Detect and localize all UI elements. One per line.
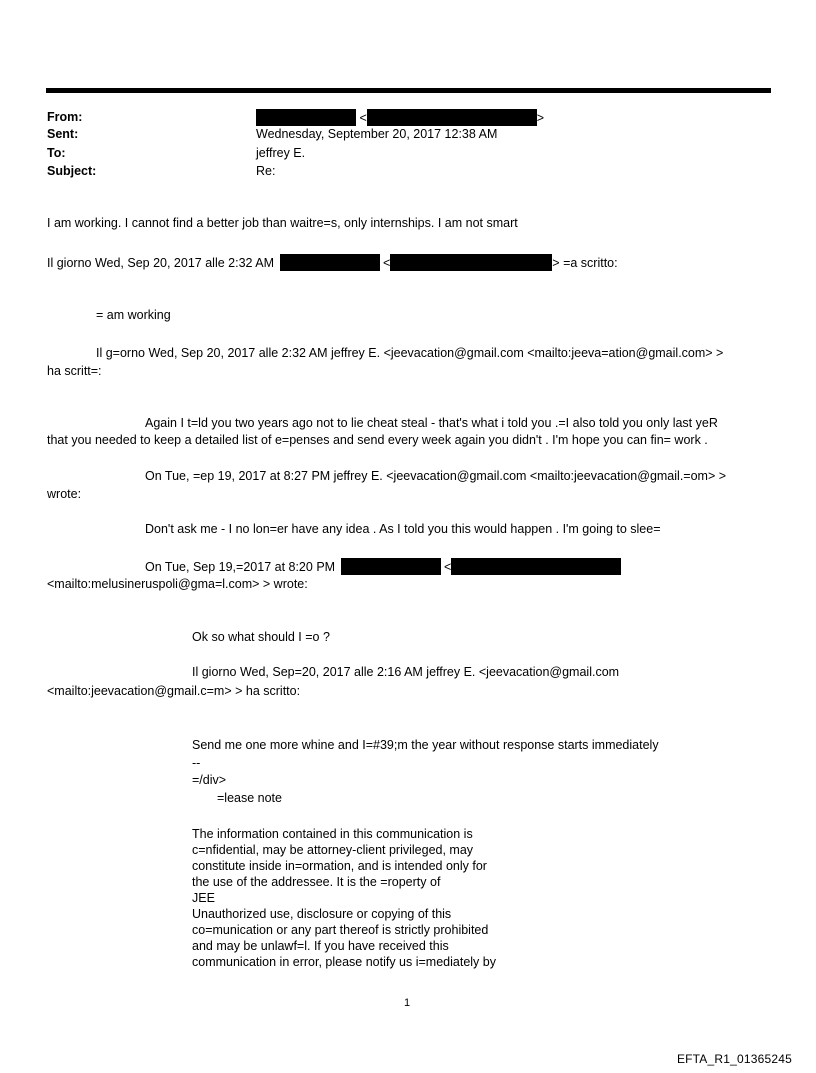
quote-header-text: Il giorno Wed, Sep 20, 2017 alle 2:32 AM — [47, 256, 275, 270]
quote-header: ha scritt=: — [47, 364, 102, 378]
body-paragraph: = am working — [96, 308, 171, 322]
quote-lt: < — [382, 256, 391, 270]
quote-header: <mailto:jeevacation@gmail.c=m> > ha scritto: — [47, 684, 301, 698]
disclaimer-line: Unauthorized use, disclosure or copying of this — [192, 907, 452, 921]
disclaimer-line: c=nfidential, may be attorney-client privileged, may — [192, 843, 474, 857]
from-gt: > — [536, 111, 545, 125]
body-paragraph: Ok so what should I =o ? — [192, 630, 330, 644]
quote-header: wrote: — [47, 487, 82, 501]
disclaimer-line: co=munication or any part thereof is strictly prohibited — [192, 923, 489, 937]
redaction-box — [451, 558, 621, 575]
quote-header: On Tue, =ep 19, 2017 at 8:27 PM jeffrey E. <jeevacation@gmail.com <mailto:jeevacation@gmail.=om> > — [145, 469, 727, 483]
to-label: To: — [47, 146, 66, 160]
from-lt: < — [359, 111, 367, 125]
sent-label: Sent: — [47, 127, 79, 141]
sent-value: Wednesday, September 20, 2017 12:38 AM — [256, 127, 498, 141]
redaction-box — [256, 109, 356, 126]
disclaimer-line: and may be unlawf=l. If you have received this — [192, 939, 449, 953]
redaction-box — [367, 109, 537, 126]
subject-label: Subject: — [47, 164, 97, 178]
subject-value: Re: — [256, 164, 276, 178]
disclaimer-line: constitute inside in=ormation, and is intended only for — [192, 859, 487, 873]
disclaimer-line: The information contained in this communication is — [192, 827, 473, 841]
quote-header-text: On Tue, Sep 19,=2017 at 8:20 PM — [145, 560, 336, 574]
document-id: EFTA_R1_01365245 — [676, 1052, 792, 1066]
body-paragraph: I am working. I cannot find a better job than waitre=s, only internships. I am not smart — [47, 216, 518, 230]
signature-tag: =/div> — [192, 773, 227, 787]
redaction-box — [390, 254, 552, 271]
quote-header: <mailto:melusineruspoli@gma=l.com> > wrote: — [47, 577, 308, 591]
disclaimer-line: communication in error, please notify us i=mediately by — [192, 955, 496, 969]
header-rule — [46, 88, 771, 93]
page-number: 1 — [404, 997, 411, 1009]
quote-header-end: > =a scritto: — [552, 256, 618, 270]
quote-header: Il giorno Wed, Sep=20, 2017 alle 2:16 AM jeffrey E. <jeevacation@gmail.com — [192, 665, 620, 679]
signature-dashes: -- — [192, 756, 201, 770]
quote-header: Il g=orno Wed, Sep 20, 2017 alle 2:32 AM jeffrey E. <jeevacation@gmail.com <mailto:jeeva=ation@gmail.com> > — [96, 346, 724, 360]
from-value — [256, 109, 544, 126]
disclaimer-line: the use of the addressee. It is the =roperty of — [192, 875, 441, 889]
disclaimer-line: JEE — [192, 891, 215, 905]
quote-header — [47, 254, 618, 271]
to-value: jeffrey E. — [256, 146, 306, 160]
body-paragraph: that you needed to keep a detailed list of e=penses and send every week again you didn't . I'm hope you can fin= work . — [47, 433, 708, 447]
body-paragraph: Again I t=ld you two years ago not to lie cheat steal - that's what i told you .=I also told you only last yeR — [145, 416, 718, 430]
body-paragraph: Send me one more whine and I=#39;m the year without response starts immediately — [192, 738, 659, 752]
disclaimer — [192, 826, 496, 970]
quote-lt: < — [444, 560, 452, 574]
redaction-box — [341, 558, 441, 575]
body-paragraph: Don't ask me - I no lon=er have any idea . As I told you this would happen . I'm going to slee= — [145, 522, 661, 536]
redaction-box — [280, 254, 380, 271]
from-label: From: — [47, 110, 83, 124]
signature-note: =lease note — [217, 791, 282, 805]
quote-header — [145, 558, 621, 575]
